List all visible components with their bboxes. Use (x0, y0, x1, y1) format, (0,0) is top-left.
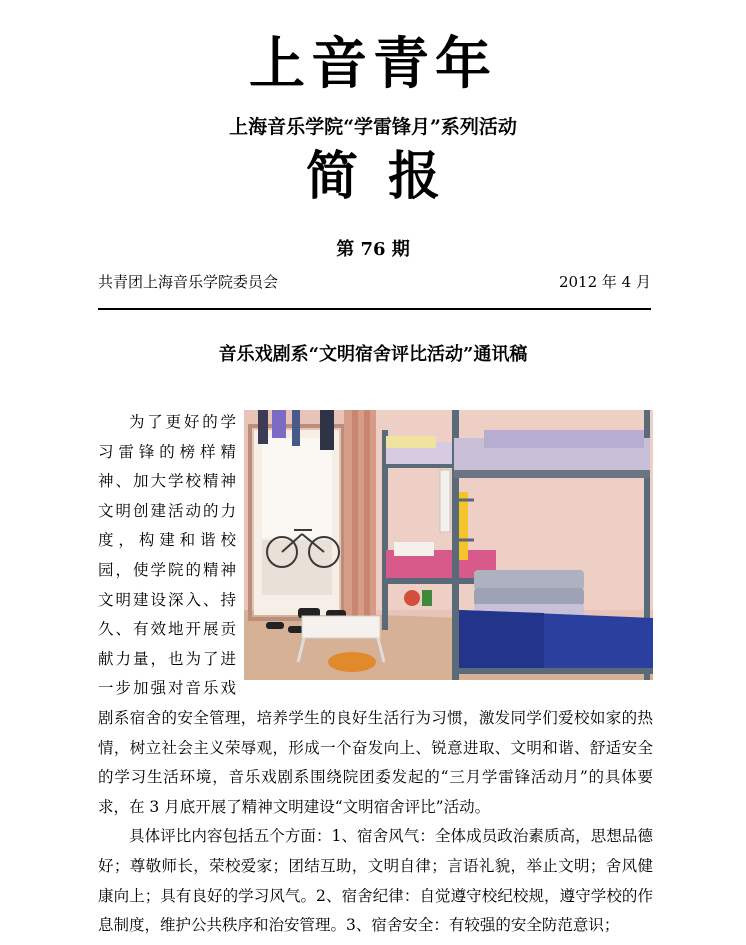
article-paragraph-2: 具体评比内容包括五个方面：1、宿舍风气：全体成员政治素质高，思想品德好；尊敬师长，荣校爱家；团结互助，文明自律；言语礼貌，举止文明；舍风健康向上；具有良好的学习风气。2、宿舍纪律：自觉遵守校纪校规，遵守学校的作息制度，维护公共秩序和治安管理。3、宿舍安全：有较强的安全防范意识； (98, 827, 653, 935)
issue-number: 第 76 期 (336, 239, 410, 260)
dormitory-photo (244, 410, 653, 680)
article-title: 音乐戏剧系“文明宿舍评比活动”通讯稿 (218, 344, 528, 365)
masthead-title: 上音青年 (249, 32, 497, 97)
publication-date: 2012 年 4 月 (558, 273, 651, 291)
bulletin-label: 简报 (305, 147, 470, 207)
article-body (98, 408, 653, 941)
header-divider (98, 308, 651, 310)
series-subtitle: 上海音乐学院“学雷锋月”系列活动 (229, 116, 517, 138)
article-paragraph-1: 为了更好的学习雷锋的榜样精神、加大学校精神文明创建活动的力度，构建和谐校园，使学院的精神文明建设深入、持久、有效地开展贡献力量，也为了进一步加强对音乐戏剧系宿舍的安全管理，培养学生的良好生活行为习惯，激发同学们爱校如家的热情，树立社会主义荣辱观，形成一个奋发向上、锐意进取、文明和谐、舒适安全的学习生活环境，音乐戏剧系围绕院团委发起的“三月学雷锋活动月”的具体要求，在 3 月底开展了精神文明建设“文明宿舍评比”活动。 (98, 413, 653, 816)
publisher-name: 共青团上海音乐学院委员会 (98, 273, 279, 291)
